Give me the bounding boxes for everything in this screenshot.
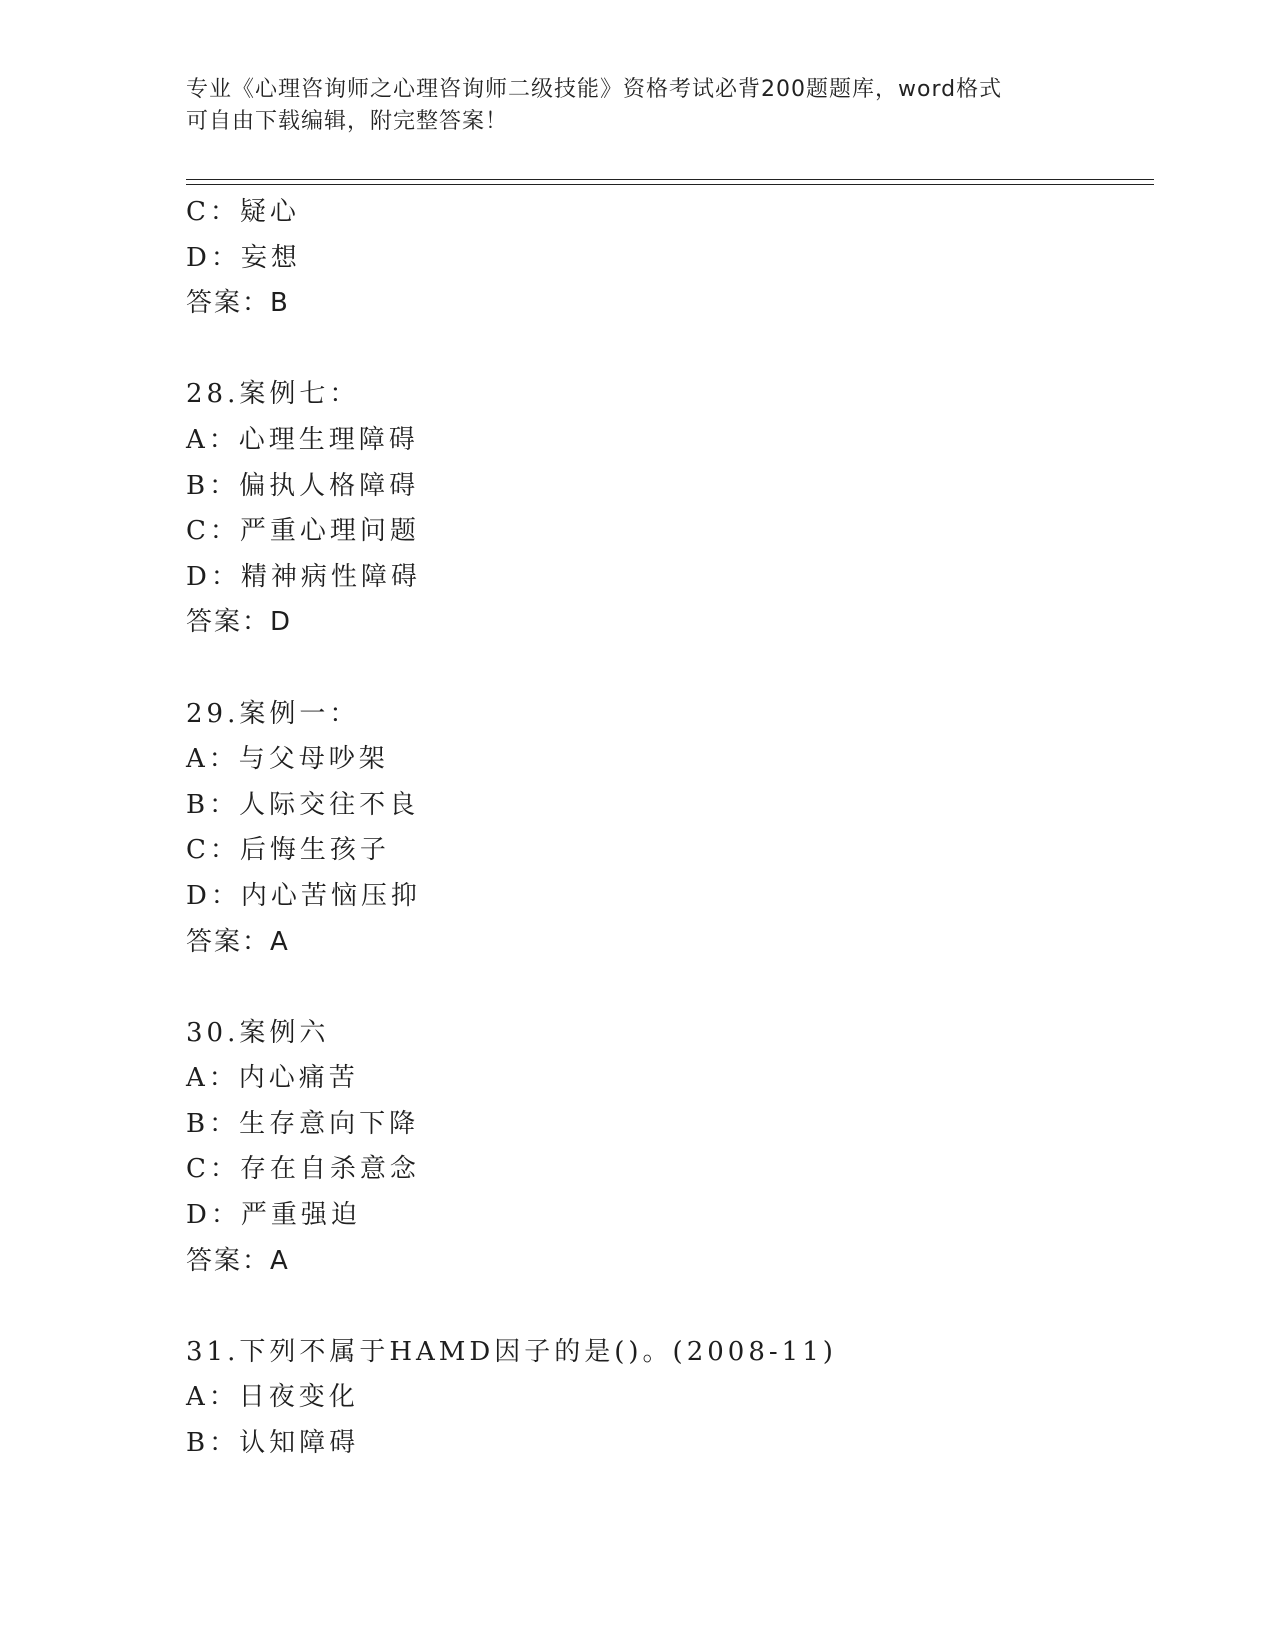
question-title: 29.案例一： [186,698,360,729]
question-28 [186,372,1146,646]
answer-line: 答案：B [186,288,290,319]
option-b: B：偏执人格障碍 [186,470,420,501]
option-d: D：内心苦恼压抑 [186,880,421,911]
option-c: C：存在自杀意念 [186,1154,420,1185]
answer-line: 答案：A [186,926,290,957]
header-title-line-1: 专业《心理咨询师之心理咨询师二级技能》资格考试必背200题题库，word格式 [186,77,1003,102]
option-a: A：心理生理障碍 [186,424,419,455]
option-d: D：严重强迫 [186,1200,361,1231]
option-b: B：人际交往不良 [186,789,420,820]
option-c: C：严重心理问题 [186,516,420,547]
option-a: A：日夜变化 [186,1382,359,1413]
question-30 [186,1011,1146,1285]
answer-line: 答案：A [186,1245,290,1276]
header-title-line-2: 可自由下载编辑，附完整答案！ [186,109,509,134]
answer-line: 答案：D [186,607,293,638]
option-a: A：内心痛苦 [186,1063,359,1094]
question-29 [186,692,1146,966]
question-title: 31.下列不属于HAMD因子的是()。(2008-11) [186,1336,837,1367]
question-title: 30.案例六 [186,1017,330,1048]
question-31 [186,1330,1146,1467]
option-c: C：后悔生孩子 [186,835,390,866]
header-divider-top [186,179,1154,180]
option-a: A：与父母吵架 [186,744,389,775]
header-divider-bottom [186,184,1154,185]
option-b: B：生存意向下降 [186,1108,420,1139]
document-header [186,74,1086,138]
question-list [186,190,1146,1467]
question-title: 28.案例七： [186,379,360,410]
question-27-continued [186,190,1146,327]
option-c: C：疑心 [186,197,300,227]
option-b: B：认知障碍 [186,1428,360,1459]
option-d: D：精神病性障碍 [186,561,421,592]
option-d: D：妄想 [186,242,301,273]
